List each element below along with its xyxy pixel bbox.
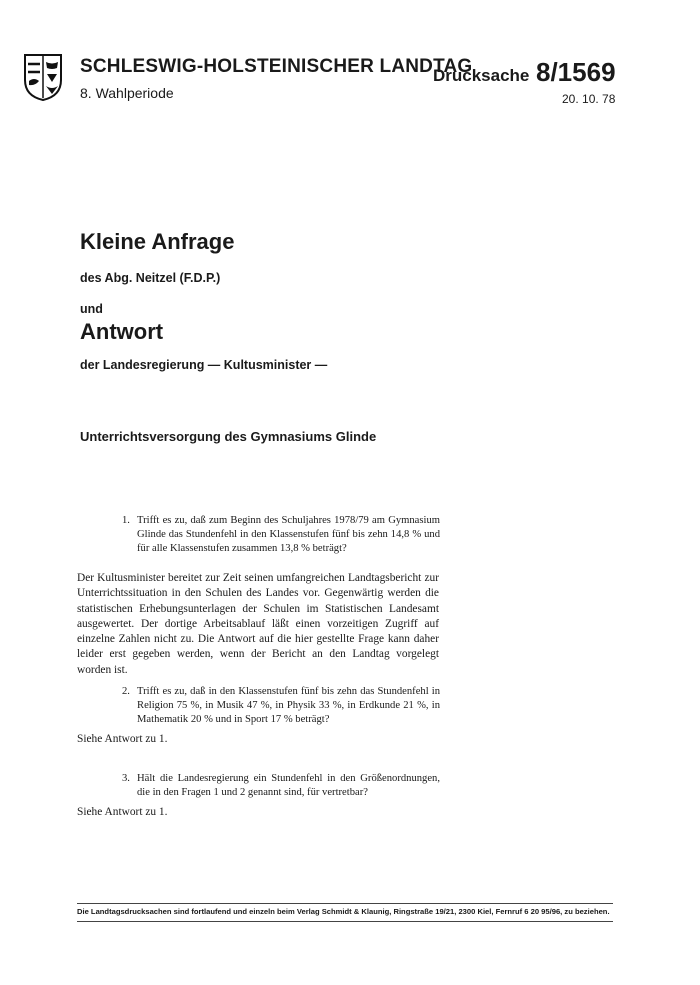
conjunction-und: und — [80, 302, 103, 316]
question-1 — [122, 514, 440, 556]
question-number: 1. — [122, 515, 130, 526]
answer-3: Siehe Antwort zu 1. — [77, 806, 168, 818]
kleine-anfrage-heading: Kleine Anfrage — [80, 229, 235, 254]
parliament-name: SCHLESWIG-HOLSTEINISCHER LANDTAG — [80, 56, 473, 77]
footer-divider-top — [77, 903, 613, 904]
question-3 — [122, 772, 440, 800]
document-number: 8/1569 — [536, 57, 616, 87]
inquiry-author: des Abg. Neitzel (F.D.P.) — [80, 271, 221, 285]
question-text: Trifft es zu, daß in den Klassenstufen fünf bis zehn das Stundenfehl in Religion 75 %, in Musik 47 %, in Physik 33 %, in Erdkunde 21 %, in Mathematik 20 % und in Sport 17 % beträgt? — [137, 686, 440, 725]
question-number: 3. — [122, 773, 130, 784]
document-label: Drucksache — [433, 66, 530, 85]
footer-divider-bottom — [77, 921, 613, 922]
antwort-heading: Antwort — [80, 319, 164, 344]
question-text: Trifft es zu, daß zum Beginn des Schuljahres 1978/79 am Gymnasium Glinde das Stundenfehl in den Klassenstufen fünf bis zehn 14,8 % und für alle Klassenstufen zusammen 13,8 % beträgt? — [137, 515, 440, 554]
answer-2: Siehe Antwort zu 1. — [77, 733, 168, 745]
coat-of-arms-icon — [22, 52, 64, 102]
respondent-line: der Landesregierung — Kultusminister — — [80, 358, 328, 372]
question-number: 2. — [122, 686, 130, 697]
question-text: Hält die Landesregierung ein Stundenfehl in den Größenordnungen, die in den Fragen 1 und 2 genannt sind, für vertretbar? — [137, 773, 440, 798]
inquiry-subject: Unterrichtsversorgung des Gymnasiums Glinde — [80, 429, 377, 444]
electoral-period: 8. Wahlperiode — [80, 85, 174, 101]
document-date: 20. 10. 78 — [562, 92, 616, 106]
question-2 — [122, 685, 440, 727]
footer-note: Die Landtagsdrucksachen sind fortlaufend und einzeln beim Verlag Schmidt & Klaunig, Ringstraße 19/21, 2300 Kiel, Fernruf 6 20 95/96, zu beziehen. — [77, 907, 610, 916]
answer-1: Der Kultusminister bereitet zur Zeit seinen umfangreichen Landtagsbericht zur Unterrichtssituation in den Schulen des Landes vor. Gegenwärtig werden die statistischen Erhebungsunterlagen der Schulen im Statistischen Landesamt ausgewertet. Der dortige Arbeitsablauf läßt einen vorzeitigen Zugriff auf einzelne Zahlen nicht zu. Die Antwort auf die hier gestellte Frage kann daher leider erst gegeben werden, wenn der Bericht an den Landtag vorgelegt worden ist. — [77, 572, 439, 676]
